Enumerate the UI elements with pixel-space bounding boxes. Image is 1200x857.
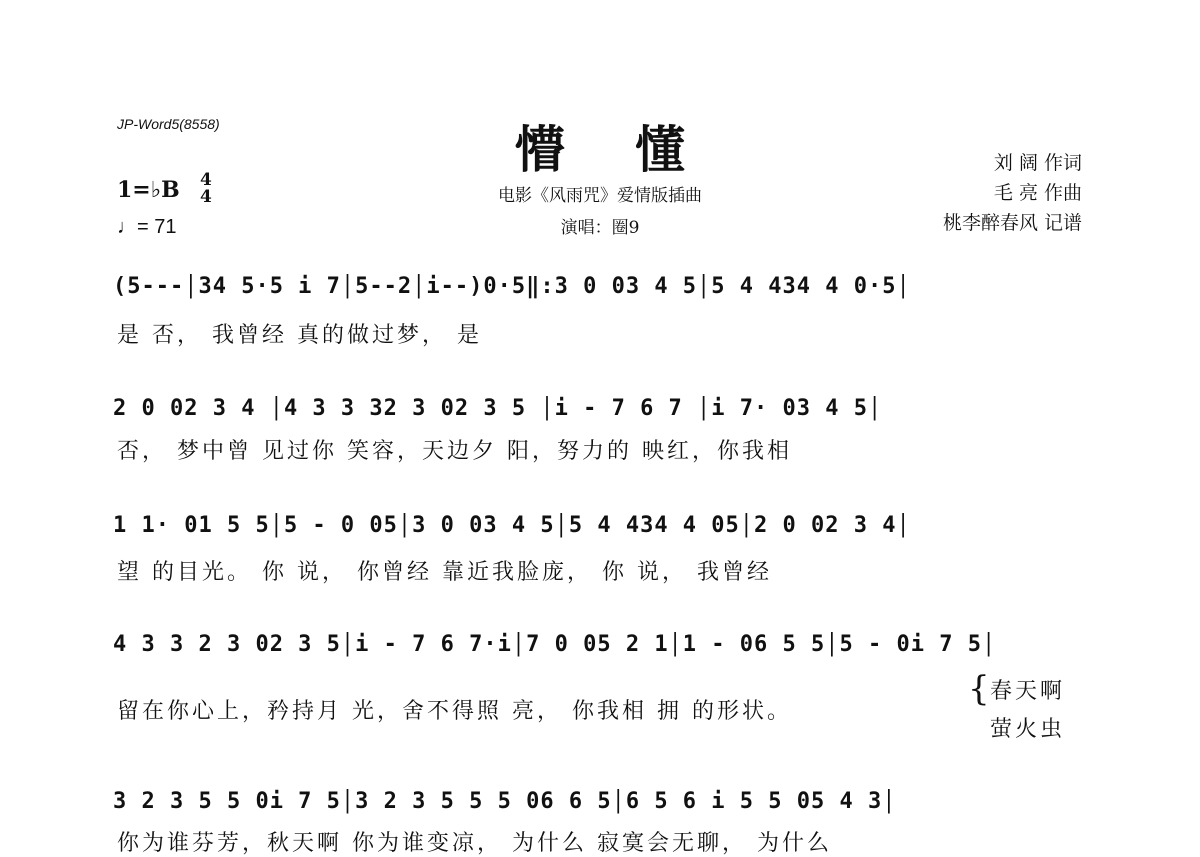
tempo-marking: ♩= 71 (117, 216, 177, 238)
lyrics-line-5: 你为谁芬芳，秋天啊 你为谁变凉， 为什么 寂寞会无聊， 为什么 (117, 831, 832, 856)
singer-credit: 演唱：圈9 (560, 218, 640, 238)
notation-line-1: (5---│34 5·5 i 7│5--2│i--)0·5‖:3 0 03 4 5│5 4 434 4 0·5│ (113, 274, 911, 299)
brace-symbol: { (968, 669, 990, 709)
notation-line-5: 3 2 3 5 5 0i 7 5│3 2 3 5 5 5 06 6 5│6 5 6 i 5 5 05 4 3│ (113, 789, 897, 814)
lyrics-line-4: 留在你心上，矜持月 光，舍不得照 亮， 你我相 拥 的形状。 (117, 699, 792, 724)
time-signature-bottom: 4 (200, 187, 212, 207)
composer-credit: 毛 亮 作曲 (993, 182, 1082, 204)
time-signature (200, 172, 212, 206)
key-signature: 1=♭B (117, 177, 180, 203)
lyrics-line-2: 否， 梦中曾 见过你 笑容，天边夕 阳，努力的 映红，你我相 (117, 439, 792, 464)
song-subtitle: 电影《风雨咒》爱情版插曲 (498, 186, 702, 206)
transcriber-credit: 桃李醉春风 记谱 (942, 212, 1082, 234)
lyrics-line-1: 是 否， 我曾经 真的做过梦， 是 (117, 323, 482, 348)
source-label: JP-Word5(8558) (117, 116, 220, 132)
song-title: 懵懂 (515, 120, 755, 179)
notation-line-4: 4 3 3 2 3 02 3 5│i - 7 6 7·i│7 0 05 2 1│1 - 06 5 5│5 - 0i 7 5│ (113, 632, 997, 657)
lyrics-line-4-alt-2: 萤火虫 (990, 717, 1066, 742)
notation-line-2: 2 0 02 3 4 │4 3 3 32 3 02 3 5 │i - 7 6 7 │i 7· 03 4 5│ (113, 396, 883, 421)
lyrics-line-4-alt-1: 春天啊 (990, 679, 1066, 704)
notation-line-3: 1 1· 01 5 5│5 - 0 05│3 0 03 4 5│5 4 434 4 05│2 0 02 3 4│ (113, 513, 911, 538)
time-signature-top: 4 (200, 170, 212, 190)
lyricist-credit: 刘 阔 作词 (993, 152, 1082, 174)
lyrics-line-3: 望 的目光。 你 说， 你曾经 靠近我脸庞， 你 说， 我曾经 (117, 560, 772, 585)
